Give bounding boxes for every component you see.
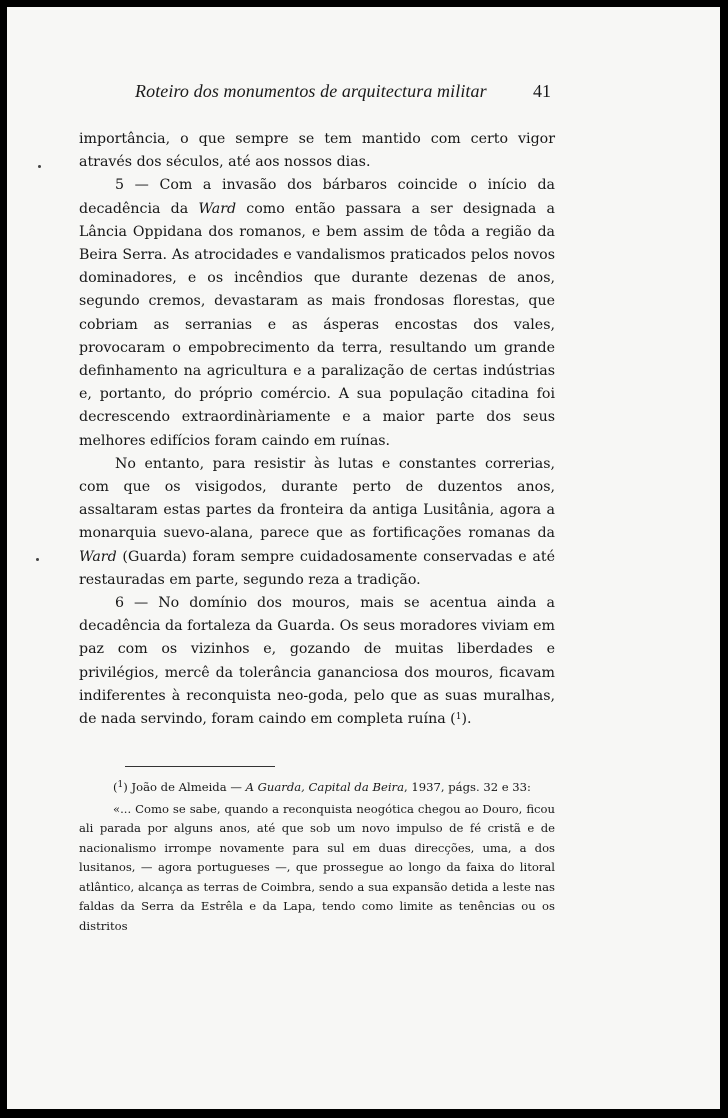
footnote-1-quote: «... Como se sabe, quando a reconquista neogótica chegou ao Douro, ficou ali parada por alguns anos, até que sob um novo impulso de fé cristã e de nacionalismo irrompe novamente para sul em duas direcções, uma, a dos lusitanos, — agora portugueses —, que prossegue ao longo da faixa do litoral atlântico, alcança as terras de Coimbra, sendo a sua expansão detida a leste nas faldas da Serra da Estrêla e da Lapa, tendo como limite as tenências ou os distritos — [79, 801, 555, 933]
paragraph-1 — [79, 128, 555, 174]
page-header — [7, 81, 720, 105]
paragraph-2 — [79, 174, 555, 452]
italic-ward: Ward — [79, 548, 117, 565]
running-title: Roteiro dos monumentos de arquitectura militar — [135, 81, 487, 101]
footnote-1-citation: ($^1$) João de Almeida — A Guarda, Capital da Beira, 1937, págs. 32 e 33: — [113, 780, 531, 794]
footnote-1-pages: , 1937, págs. 32 e 33: — [404, 780, 531, 794]
footnote-1-title: A Guarda, Capital da Beira — [245, 780, 404, 794]
paragraph-3-text-a: No entanto, para resistir às lutas e constantes correrias, com que os visigodos, durante perto de duzentos anos, assaltaram estas partes da fronteira da antiga Lusitânia, agora a monarquia suevo-alana, parece que as fortificações romanas da — [79, 455, 555, 542]
paragraph-3-text-b: (Guarda) foram sempre cuidadosamente conservadas e até restauradas em parte, segundo reza a tradição. — [79, 548, 555, 588]
paragraph-1-text: importância, o que sempre se tem mantido com certo vigor através dos séculos, até aos nossos dias. — [79, 131, 555, 171]
paper-speck — [36, 558, 39, 561]
italic-ward: Ward — [198, 200, 237, 217]
footnote-separator — [125, 766, 275, 767]
paragraph-3 — [79, 453, 555, 592]
main-text — [79, 128, 555, 731]
footnote-1-author: João de Almeida — — [127, 780, 246, 794]
footnote-mark: 1 — [117, 780, 124, 790]
footnotes — [79, 778, 555, 936]
paragraph-2-text-b: como então passara a ser designada a Lância Oppidana dos romanos, e bem assim de tôda a região da Beira Serra. As atrocidades e vandalismos praticados pelos novos dominadores, e os incêndios que durante dezenas de anos, segundo cremos, devastaram as mais frondosas florestas, que cobriam as serranias e as ásperas encostas dos vales, provocaram o empobrecimento da terra, resultando um grande definhamento na agricultura e a paralização de certas indústrias e, portanto, do próprio comércio. A sua população citadina foi decrescendo extraordinàriamente e a maior parte dos seus melhores edifícios foram caindo em ruínas. — [79, 200, 556, 449]
book-page — [7, 7, 720, 1109]
paragraph-2-text-a: 5 — Com a invasão dos bárbaros coincide o início da decadência da — [79, 177, 555, 217]
page-number: 41 — [533, 81, 551, 101]
paper-speck — [38, 165, 41, 168]
paragraph-4-text-a: 6 — No domínio dos mouros, mais se acentua ainda a decadência da fortaleza da Guarda. Os seus moradores viviam em paz com os vizinhos e, gozando de muitas liberdades e privilégios, mercê da tolerância gananciosa dos mouros, ficavam indiferentes à reconquista neo-goda, pelo que as suas muralhas, de nada servindo, foram caindo em completa ruína ( — [79, 595, 555, 728]
paragraph-4 — [79, 592, 555, 731]
paragraph-4-text-b: ). — [461, 711, 472, 728]
footnote-reference: 1 — [455, 712, 462, 723]
